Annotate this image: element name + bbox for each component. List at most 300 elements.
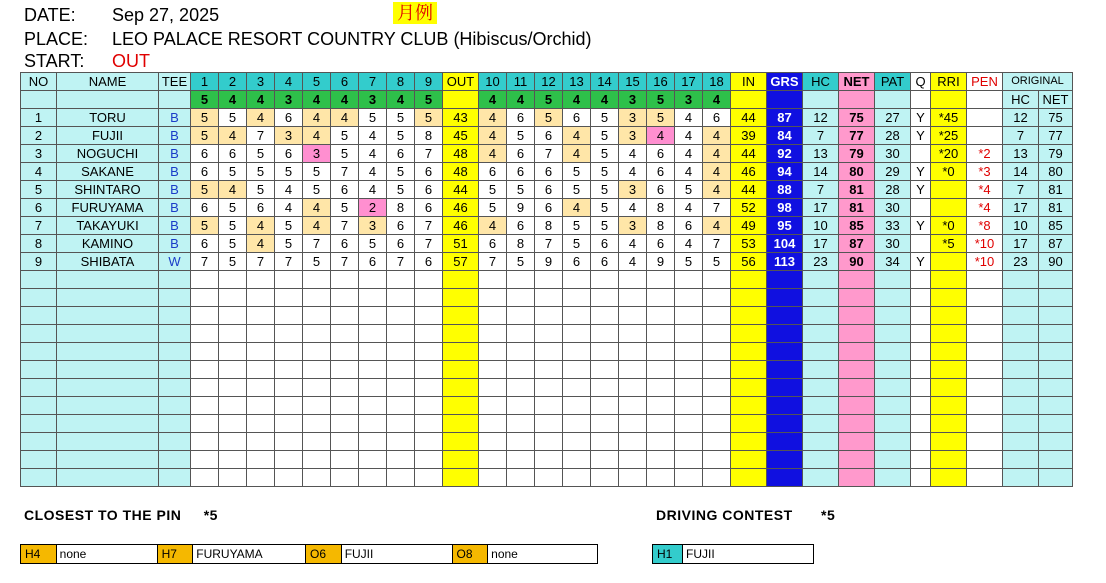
- in-total: 52: [731, 199, 767, 217]
- score-cell: 4: [359, 163, 387, 181]
- score-cell: [303, 271, 331, 289]
- score-cell: [563, 415, 591, 433]
- score-cell: 6: [591, 253, 619, 271]
- player-no: 7: [21, 217, 57, 235]
- score-cell: 4: [647, 127, 675, 145]
- score-cell: [647, 433, 675, 451]
- score-cell: [247, 379, 275, 397]
- score-cell: 5: [535, 109, 563, 127]
- score-cell: [535, 343, 563, 361]
- hole-tag: O6: [306, 545, 342, 563]
- score-cell: 3: [303, 145, 331, 163]
- player-name: SHIBATA: [57, 253, 159, 271]
- original-hc: [1003, 289, 1039, 307]
- col-header-orig-net: NET: [1039, 91, 1073, 109]
- gross-score: 84: [767, 127, 803, 145]
- in-total: 39: [731, 127, 767, 145]
- original-net: [1039, 379, 1073, 397]
- gross-score: [767, 289, 803, 307]
- score-cell: 7: [703, 199, 731, 217]
- score-cell: [359, 379, 387, 397]
- out-total: 48: [443, 145, 479, 163]
- score-cell: [479, 271, 507, 289]
- handicap: 17: [803, 199, 839, 217]
- penalty: [967, 415, 1003, 433]
- score-cell: 5: [191, 217, 219, 235]
- original-net: 75: [1039, 109, 1073, 127]
- score-cell: [387, 289, 415, 307]
- putts: [875, 361, 911, 379]
- penalty: [967, 343, 1003, 361]
- score-cell: 5: [219, 199, 247, 217]
- score-cell: [535, 307, 563, 325]
- score-cell: 6: [331, 181, 359, 199]
- score-cell: 5: [591, 145, 619, 163]
- score-cell: [247, 451, 275, 469]
- driving-amount: *5: [821, 507, 836, 523]
- score-cell: [303, 361, 331, 379]
- in-total: 44: [731, 109, 767, 127]
- score-cell: [219, 289, 247, 307]
- qualified: [911, 307, 931, 325]
- score-cell: [675, 433, 703, 451]
- qualified: [911, 289, 931, 307]
- score-cell: 3: [619, 181, 647, 199]
- score-cell: 5: [507, 253, 535, 271]
- col-header-hole: 15: [619, 73, 647, 91]
- penalty: [967, 433, 1003, 451]
- col-header-original: ORIGINAL: [1003, 73, 1073, 91]
- score-cell: [647, 415, 675, 433]
- score-cell: 7: [303, 235, 331, 253]
- rri-value: [931, 343, 967, 361]
- score-cell: [191, 271, 219, 289]
- original-hc: [1003, 433, 1039, 451]
- original-net: 81: [1039, 181, 1073, 199]
- out-total: 46: [443, 217, 479, 235]
- col-header-q: Q: [911, 73, 931, 91]
- in-total: [731, 397, 767, 415]
- score-cell: 5: [591, 127, 619, 145]
- score-cell: [219, 469, 247, 487]
- score-cell: 6: [275, 109, 303, 127]
- score-cell: [359, 343, 387, 361]
- net-score: [839, 397, 875, 415]
- rri-value: *25: [931, 127, 967, 145]
- score-cell: 7: [535, 235, 563, 253]
- blank-cell: [839, 91, 875, 109]
- rri-value: [931, 397, 967, 415]
- closest-amount: *5: [203, 507, 218, 523]
- score-cell: [415, 415, 443, 433]
- col-header-rri: RRI: [931, 73, 967, 91]
- start-line: [24, 50, 150, 72]
- col-header-hole: 16: [647, 73, 675, 91]
- score-cell: [563, 325, 591, 343]
- score-cell: 8: [387, 199, 415, 217]
- score-cell: 7: [415, 145, 443, 163]
- gross-score: [767, 271, 803, 289]
- score-cell: [703, 451, 731, 469]
- score-cell: 7: [331, 253, 359, 271]
- score-cell: [591, 325, 619, 343]
- score-cell: 5: [275, 217, 303, 235]
- score-cell: [591, 415, 619, 433]
- col-header-hole: 18: [703, 73, 731, 91]
- score-cell: 5: [219, 163, 247, 181]
- score-cell: 5: [387, 181, 415, 199]
- score-cell: [191, 469, 219, 487]
- score-cell: 4: [479, 217, 507, 235]
- rri-value: [931, 415, 967, 433]
- player-row: [21, 253, 1073, 271]
- score-cell: 9: [507, 199, 535, 217]
- score-cell: [359, 325, 387, 343]
- in-total: [731, 271, 767, 289]
- penalty: *3: [967, 163, 1003, 181]
- score-cell: [703, 343, 731, 361]
- score-cell: [675, 469, 703, 487]
- score-cell: 4: [303, 199, 331, 217]
- player-name: [57, 433, 159, 451]
- score-cell: [479, 325, 507, 343]
- original-net: 80: [1039, 163, 1073, 181]
- winner-name: FUJII: [686, 547, 715, 561]
- original-net: [1039, 361, 1073, 379]
- handicap: [803, 451, 839, 469]
- score-cell: 6: [387, 235, 415, 253]
- original-hc: [1003, 379, 1039, 397]
- gross-score: [767, 379, 803, 397]
- score-cell: [563, 307, 591, 325]
- handicap: [803, 379, 839, 397]
- player-tee: [159, 325, 191, 343]
- score-cell: [647, 451, 675, 469]
- score-cell: 5: [275, 235, 303, 253]
- score-cell: [507, 289, 535, 307]
- player-tee: W: [159, 253, 191, 271]
- handicap: 7: [803, 127, 839, 145]
- score-cell: 4: [247, 217, 275, 235]
- score-cell: [591, 397, 619, 415]
- score-cell: 4: [619, 199, 647, 217]
- qualified: Y: [911, 181, 931, 199]
- score-cell: [535, 271, 563, 289]
- date-line: [24, 4, 220, 26]
- score-cell: [359, 289, 387, 307]
- player-tee: [159, 451, 191, 469]
- player-name: FURUYAMA: [57, 199, 159, 217]
- original-net: [1039, 451, 1073, 469]
- score-cell: [619, 433, 647, 451]
- score-cell: [275, 379, 303, 397]
- score-cell: [275, 289, 303, 307]
- score-cell: 5: [591, 217, 619, 235]
- score-cell: [675, 307, 703, 325]
- gross-score: 104: [767, 235, 803, 253]
- score-cell: [219, 433, 247, 451]
- col-header-grs: GRS: [767, 73, 803, 91]
- score-cell: 5: [191, 127, 219, 145]
- par-cell: 4: [219, 91, 247, 109]
- in-total: [731, 361, 767, 379]
- winner-name: none: [491, 547, 518, 561]
- par-cell: 4: [331, 91, 359, 109]
- score-cell: 4: [619, 235, 647, 253]
- blank-cell: [443, 91, 479, 109]
- qualified: [911, 469, 931, 487]
- score-cell: [415, 469, 443, 487]
- original-hc: [1003, 451, 1039, 469]
- out-total: [443, 325, 479, 343]
- out-total: 57: [443, 253, 479, 271]
- original-hc: [1003, 271, 1039, 289]
- score-cell: 7: [247, 253, 275, 271]
- col-header-hole: 14: [591, 73, 619, 91]
- score-cell: 8: [647, 217, 675, 235]
- original-net: 85: [1039, 217, 1073, 235]
- score-cell: 5: [591, 199, 619, 217]
- par-cell: 4: [387, 91, 415, 109]
- player-name: [57, 343, 159, 361]
- score-cell: 6: [675, 217, 703, 235]
- score-cell: 4: [479, 109, 507, 127]
- net-score: 81: [839, 181, 875, 199]
- score-cell: [619, 325, 647, 343]
- putts: 28: [875, 127, 911, 145]
- score-cell: [359, 469, 387, 487]
- qualified: Y: [911, 109, 931, 127]
- net-score: [839, 379, 875, 397]
- score-cell: 4: [479, 145, 507, 163]
- score-cell: [387, 325, 415, 343]
- score-cell: 6: [535, 163, 563, 181]
- score-cell: 6: [479, 235, 507, 253]
- gross-score: 98: [767, 199, 803, 217]
- player-tee: B: [159, 181, 191, 199]
- player-row: [21, 235, 1073, 253]
- qualified: [911, 325, 931, 343]
- score-cell: [675, 415, 703, 433]
- putts: [875, 433, 911, 451]
- par-cell: 3: [359, 91, 387, 109]
- score-cell: [507, 469, 535, 487]
- score-cell: 5: [247, 163, 275, 181]
- score-cell: 4: [703, 217, 731, 235]
- score-cell: 5: [331, 127, 359, 145]
- rri-value: *0: [931, 217, 967, 235]
- score-cell: 5: [247, 145, 275, 163]
- score-cell: [507, 451, 535, 469]
- empty-row: [21, 379, 1073, 397]
- player-name: FUJII: [57, 127, 159, 145]
- score-cell: 5: [387, 163, 415, 181]
- player-name: KAMINO: [57, 235, 159, 253]
- original-hc: 7: [1003, 127, 1039, 145]
- empty-row: [21, 289, 1073, 307]
- score-cell: [387, 433, 415, 451]
- empty-row: [21, 325, 1073, 343]
- start-value: OUT: [112, 51, 150, 71]
- hole-tag: H4: [21, 545, 57, 563]
- score-cell: 4: [675, 127, 703, 145]
- score-cell: 5: [563, 217, 591, 235]
- score-cell: 6: [191, 199, 219, 217]
- score-cell: [675, 451, 703, 469]
- place-line: [24, 28, 592, 50]
- penalty: *10: [967, 253, 1003, 271]
- in-total: 46: [731, 163, 767, 181]
- handicap: 12: [803, 109, 839, 127]
- score-cell: [303, 289, 331, 307]
- net-score: 80: [839, 163, 875, 181]
- rri-value: [931, 289, 967, 307]
- score-cell: 4: [303, 217, 331, 235]
- par-cell: 5: [415, 91, 443, 109]
- score-cell: 6: [331, 235, 359, 253]
- score-cell: 6: [415, 199, 443, 217]
- net-score: [839, 433, 875, 451]
- score-cell: [563, 289, 591, 307]
- col-header-hole: 13: [563, 73, 591, 91]
- score-cell: [303, 469, 331, 487]
- player-tee: B: [159, 127, 191, 145]
- player-tee: [159, 397, 191, 415]
- score-cell: 6: [647, 145, 675, 163]
- in-total: [731, 469, 767, 487]
- net-score: [839, 343, 875, 361]
- gross-score: [767, 325, 803, 343]
- score-cell: 4: [675, 145, 703, 163]
- net-score: 87: [839, 235, 875, 253]
- par-cell: 3: [619, 91, 647, 109]
- score-cell: 6: [563, 253, 591, 271]
- qualified: [911, 271, 931, 289]
- score-cell: [219, 271, 247, 289]
- player-no: 2: [21, 127, 57, 145]
- score-cell: [415, 307, 443, 325]
- blank-cell: [875, 91, 911, 109]
- score-cell: 6: [191, 235, 219, 253]
- blank-cell: [803, 91, 839, 109]
- col-header-hole: 8: [387, 73, 415, 91]
- score-cell: [591, 361, 619, 379]
- rri-value: [931, 433, 967, 451]
- out-total: [443, 289, 479, 307]
- net-score: 75: [839, 109, 875, 127]
- score-cell: 5: [219, 253, 247, 271]
- score-cell: 5: [331, 199, 359, 217]
- score-cell: 5: [479, 199, 507, 217]
- score-cell: 6: [507, 145, 535, 163]
- score-cell: [247, 343, 275, 361]
- gross-score: 92: [767, 145, 803, 163]
- score-cell: 6: [275, 145, 303, 163]
- original-hc: [1003, 307, 1039, 325]
- score-cell: [507, 307, 535, 325]
- score-cell: [219, 451, 247, 469]
- score-cell: [331, 433, 359, 451]
- player-tee: B: [159, 235, 191, 253]
- player-tee: [159, 271, 191, 289]
- score-cell: [619, 361, 647, 379]
- player-row: [21, 163, 1073, 181]
- handicap: 17: [803, 235, 839, 253]
- player-no: 9: [21, 253, 57, 271]
- score-cell: [507, 361, 535, 379]
- player-tee: B: [159, 109, 191, 127]
- par-cell: 4: [591, 91, 619, 109]
- handicap: [803, 343, 839, 361]
- score-cell: 6: [507, 217, 535, 235]
- winner-name: FUJII: [342, 545, 453, 563]
- score-cell: 7: [415, 235, 443, 253]
- qualified: Y: [911, 127, 931, 145]
- score-cell: [191, 397, 219, 415]
- rri-value: [931, 325, 967, 343]
- penalty: *2: [967, 145, 1003, 163]
- score-cell: [247, 325, 275, 343]
- original-net: [1039, 415, 1073, 433]
- score-cell: 5: [275, 163, 303, 181]
- in-total: 49: [731, 217, 767, 235]
- qualified: Y: [911, 217, 931, 235]
- rri-value: [931, 253, 967, 271]
- header-row: [21, 73, 1073, 91]
- player-tee: B: [159, 217, 191, 235]
- score-cell: 3: [619, 127, 647, 145]
- empty-row: [21, 343, 1073, 361]
- score-cell: 6: [535, 127, 563, 145]
- in-total: 53: [731, 235, 767, 253]
- score-cell: 7: [415, 217, 443, 235]
- original-hc: [1003, 469, 1039, 487]
- score-cell: [331, 325, 359, 343]
- hole-tag: H1: [653, 545, 683, 563]
- handicap: [803, 271, 839, 289]
- score-cell: [303, 379, 331, 397]
- score-cell: 5: [303, 181, 331, 199]
- score-cell: [619, 415, 647, 433]
- penalty: [967, 451, 1003, 469]
- putts: 34: [875, 253, 911, 271]
- penalty: [967, 469, 1003, 487]
- in-total: [731, 379, 767, 397]
- score-cell: [219, 397, 247, 415]
- score-cell: [415, 325, 443, 343]
- qualified: [911, 235, 931, 253]
- score-cell: 4: [303, 109, 331, 127]
- player-name: [57, 451, 159, 469]
- score-cell: [331, 469, 359, 487]
- score-cell: [191, 289, 219, 307]
- player-no: [21, 469, 57, 487]
- original-hc: 7: [1003, 181, 1039, 199]
- score-cell: 4: [703, 181, 731, 199]
- qualified: Y: [911, 163, 931, 181]
- score-cell: 6: [507, 109, 535, 127]
- player-name: SHINTARO: [57, 181, 159, 199]
- score-cell: [535, 469, 563, 487]
- player-row: [21, 181, 1073, 199]
- score-cell: [219, 325, 247, 343]
- col-header-net: NET: [839, 73, 875, 91]
- score-cell: 5: [563, 163, 591, 181]
- score-cell: [415, 451, 443, 469]
- score-cell: [619, 289, 647, 307]
- score-cell: 6: [647, 163, 675, 181]
- score-cell: [247, 469, 275, 487]
